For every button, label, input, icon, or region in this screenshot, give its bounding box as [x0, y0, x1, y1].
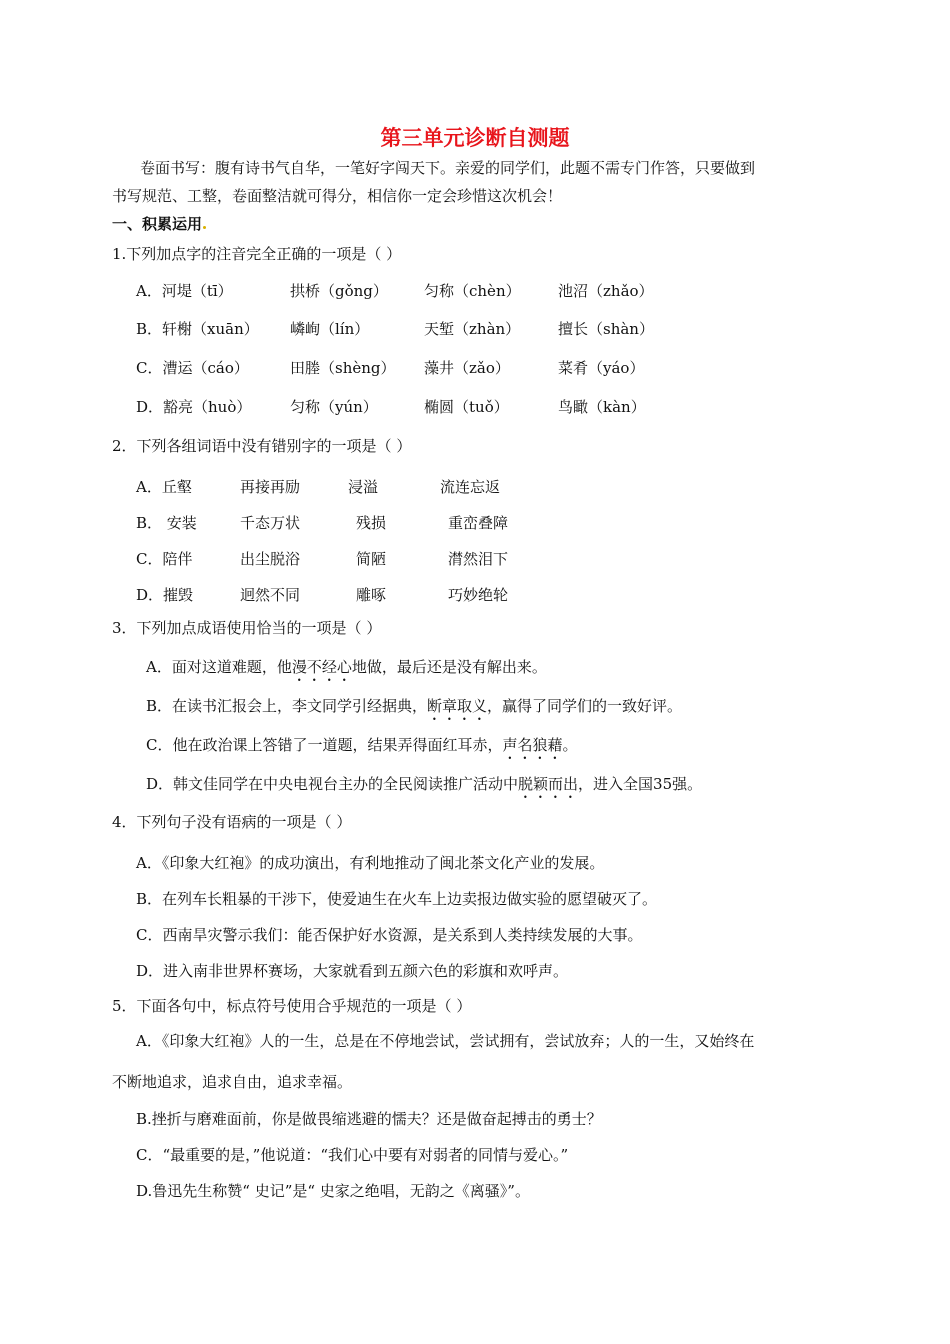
q1-option-a-col3: 匀称（chèn） — [424, 282, 521, 300]
q1-option-d-col1: D．豁亮（huò） — [136, 398, 252, 416]
q2-option-a-col4: 流连忘返 — [440, 478, 501, 496]
q3-option-d-pre: D．韩文佳同学在中央电视台主办的全民阅读推广活动中 — [146, 775, 519, 793]
q2-option-c-col1: C．陪伴 — [136, 550, 193, 568]
q1-option-c-col4: 菜肴（yáo） — [558, 359, 645, 377]
q3-option-b-idiom: 断章取义 — [427, 697, 488, 715]
q5-option-d: D.鲁迅先生称赞“ 史记”是“ 史家之绝唱，无韵之《离骚》”。 — [136, 1182, 530, 1200]
q5-option-a-line-1: A．《印象大红袍》人的一生，总是在不停地尝试，尝试拥有，尝试放弃；人的一生，又始终在 — [136, 1032, 755, 1050]
q1-option-a-col1: A．河堤（tī） — [136, 282, 233, 300]
q3-option-c-idiom: 声名狼藉 — [502, 736, 563, 754]
q3-option-d-post: ，进入全国35强。 — [578, 775, 703, 793]
question-2-stem: 2．下列各组词语中没有错别字的一项是（ ） — [112, 437, 412, 455]
q1-option-c-col1: C．漕运（cáo） — [136, 359, 249, 377]
q2-option-d-col3: 雕啄 — [356, 586, 387, 604]
question-4-stem: 4．下列句子没有语病的一项是（ ） — [112, 813, 352, 831]
q2-option-c-col2: 出尘脱浴 — [240, 550, 301, 568]
q2-option-a-col3: 浸溢 — [348, 478, 379, 496]
intro-line-2: 书写规范、工整，卷面整洁就可得分，相信你一定会珍惜这次机会！ — [112, 187, 563, 205]
q4-option-d: D．进入南非世界杯赛场，大家就看到五颜六色的彩旗和欢呼声。 — [136, 962, 569, 980]
q1-option-c-col3: 藻井（zǎo） — [424, 359, 510, 377]
q1-option-b-col1: B．轩榭（xuān） — [136, 320, 259, 338]
question-3-stem: 3．下列加点成语使用恰当的一项是（ ） — [112, 619, 382, 637]
q3-option-d-idiom: 脱颖而出 — [518, 775, 579, 793]
q4-option-c: C．西南旱灾警示我们：能否保护好水资源，是关系到人类持续发展的大事。 — [136, 926, 643, 944]
section-heading-text: 一、积累运用 — [112, 215, 203, 233]
section-heading — [112, 214, 206, 234]
q1-option-b-col2: 嶙峋（lín） — [290, 320, 370, 338]
q3-option-b-post: ，赢得了同学们的一致好评。 — [487, 697, 683, 715]
q3-option-a — [146, 657, 547, 685]
q5-option-c: C．“最重要的是，”他说道：“我们心中要有对弱者的同情与爱心。” — [136, 1146, 569, 1164]
q2-option-b-col2: 千态万状 — [240, 514, 301, 532]
q2-option-d-col4: 巧妙绝轮 — [448, 586, 509, 604]
q1-option-a-col2: 拱桥（gǒng） — [290, 282, 388, 300]
q2-option-a-col1: A．丘壑 — [136, 478, 192, 496]
q2-option-b-col1: B． 安装 — [136, 514, 197, 532]
q2-option-c-col4: 潸然泪下 — [448, 550, 509, 568]
q3-option-a-idiom: 漫不经心 — [291, 658, 352, 676]
q5-option-b: B.挫折与磨难面前，你是做畏缩逃避的懦夫？还是做奋起搏击的勇士？ — [136, 1110, 602, 1128]
q3-option-c — [146, 735, 578, 763]
q3-option-a-pre: A．面对这道难题，他 — [146, 658, 292, 676]
q2-option-d-col1: D．摧毁 — [136, 586, 194, 604]
q3-option-a-post: 地做，最后还是没有解出来。 — [351, 658, 547, 676]
q3-option-b-pre: B．在读书汇报会上，李文同学引经据典， — [146, 697, 428, 715]
q3-option-b — [146, 696, 682, 724]
q3-option-d — [146, 774, 702, 802]
question-5-stem: 5．下面各句中，标点符号使用合乎规范的一项是（ ） — [112, 997, 472, 1015]
q1-option-a-col4: 池沼（zhǎo） — [558, 282, 654, 300]
q1-option-b-col3: 天堑（zhàn） — [424, 320, 521, 338]
q5-option-a-line-2: 不断地追求，追求自由，追求幸福。 — [112, 1073, 353, 1091]
q2-option-b-col3: 残损 — [356, 514, 387, 532]
q4-option-a: A．《印象大红袍》的成功演出，有利地推动了闽北茶文化产业的发展。 — [136, 854, 605, 872]
q1-option-c-col2: 田塍（shèng） — [290, 359, 396, 377]
q4-option-b: B．在列车长粗暴的干涉下，使爱迪生在火车上边卖报边做实验的愿望破灭了。 — [136, 890, 658, 908]
intro-line-1: 卷面书写：腹有诗书气自华，一笔好字闯天下。亲爱的同学们，此题不需专门作答，只要做到 — [140, 159, 756, 177]
q3-option-c-pre: C．他在政治课上答错了一道题，结果弄得面红耳赤， — [146, 736, 503, 754]
page-title: 第三单元诊断自测题 — [380, 126, 570, 150]
q1-option-b-col4: 擅长（shàn） — [558, 320, 654, 338]
question-1-stem: 1.下列加点字的注音完全正确的一项是（ ） — [112, 245, 402, 263]
q2-option-c-col3: 简陋 — [356, 550, 387, 568]
q1-option-d-col2: 匀称（yún） — [290, 398, 378, 416]
q3-option-c-post: 。 — [562, 736, 578, 754]
q2-option-a-col2: 再接再励 — [240, 478, 301, 496]
q1-option-d-col4: 鸟瞰（kàn） — [558, 398, 646, 416]
q1-option-d-col3: 椭圆（tuǒ） — [424, 398, 509, 416]
q2-option-d-col2: 迥然不同 — [240, 586, 301, 604]
dot-mark-icon — [203, 226, 206, 229]
q2-option-b-col4: 重峦叠障 — [448, 514, 509, 532]
